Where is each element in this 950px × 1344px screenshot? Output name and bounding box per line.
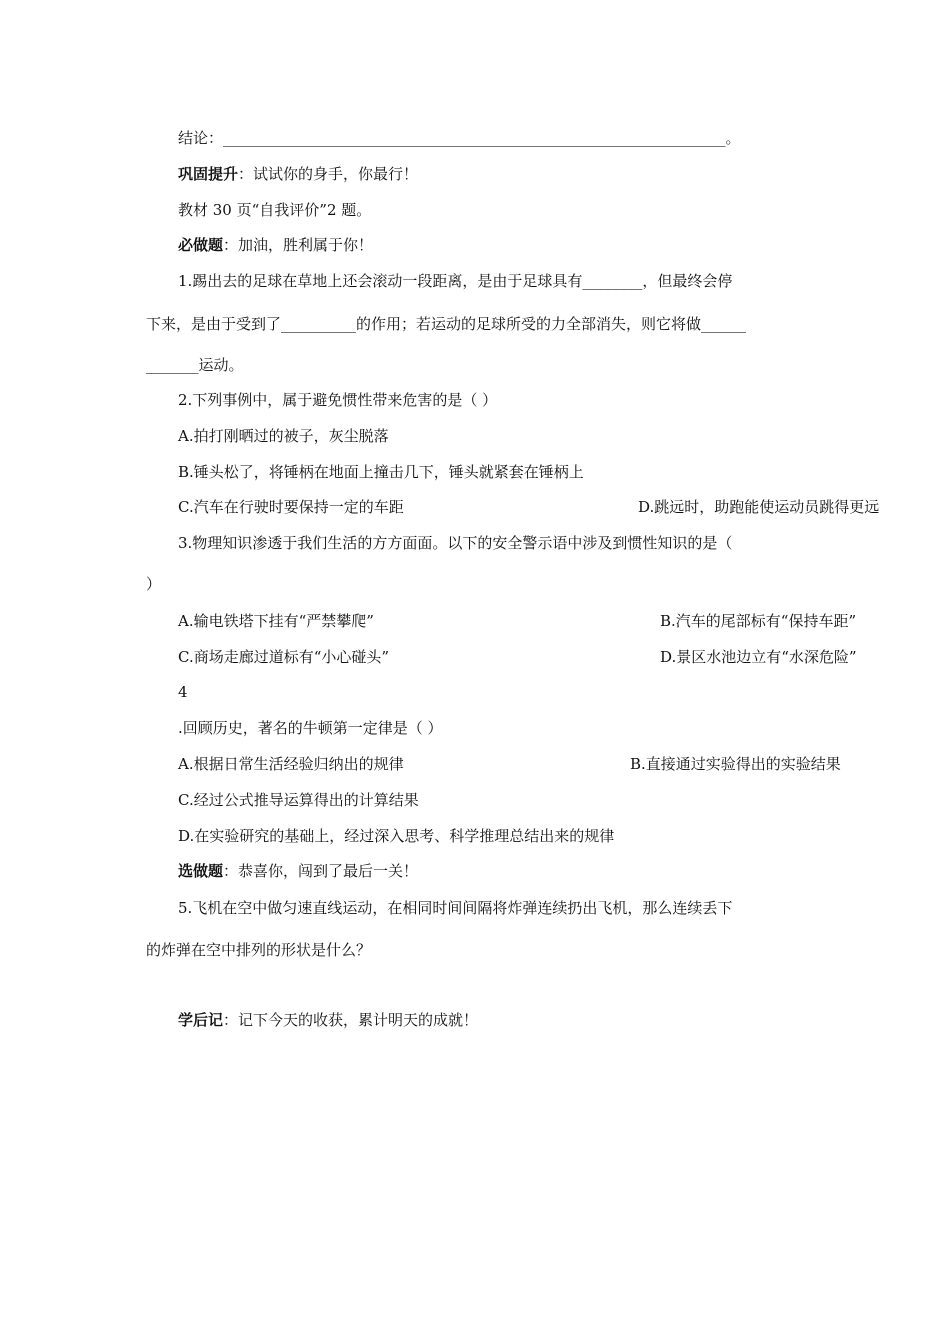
q2-option-b: B.锤头松了，将锤柄在地面上撞击几下，锤头就紧套在锤柄上 [178,463,584,481]
required-text: ：加油，胜利属于你！ [223,236,374,254]
conclusion-blank: ___________________________________________________________________ [223,129,726,147]
q4-number: 4 [178,683,188,701]
q5-line1: 5.飞机在空中做匀速直线运动，在相同时间间隔将炸弹连续扔出飞机，那么连续丢下 [178,899,733,917]
optional-text: ：恭喜你，闯到了最后一关！ [223,862,419,880]
q2-option-a: A.拍打刚晒过的被子，灰尘脱落 [178,427,389,445]
afterword-label: 学后记 [178,1011,224,1029]
q2-option-d: D.跳远时，助跑能使运动员跳得更远 [638,498,880,516]
q4-option-b: B.直接通过实验得出的实验结果 [630,755,841,773]
consolidate-heading [178,164,418,184]
q3-stem-line1: 3.物理知识渗透于我们生活的方方面面。以下的安全警示语中涉及到惯性知识的是（ [178,534,733,552]
afterword-heading [178,1010,478,1030]
optional-label: 选做题 [178,862,224,880]
afterword-text: ：记下今天的收获，累计明天的成就！ [223,1011,479,1029]
q3-options-ab [178,611,857,631]
consolidate-label: 巩固提升 [178,165,239,183]
q2-option-c: C.汽车在行驶时要保持一定的车距 [178,498,404,516]
q4-option-d: D.在实验研究的基础上，经过深入思考、科学推理总结出来的规律 [178,827,615,845]
q3-option-c: C.商场走廊过道标有“小心碰头” [178,648,390,666]
consolidate-text: ：试试你的身手，你最行！ [238,165,419,183]
optional-heading [178,861,418,881]
q1-line2: 下来，是由于受到了__________的作用；若运动的足球所受的力全部消失，则它将做______ [146,315,747,333]
q2-stem: 2.下列事例中，属于避免惯性带来危害的是（ ） [178,391,498,409]
q1-line3: _______运动。 [146,356,244,374]
q3-option-b: B.汽车的尾部标有“保持车距” [660,612,857,630]
q1-line1: 1.踢出去的足球在草地上还会滚动一段距离，是由于足球具有________，但最终会停 [178,272,733,290]
q4-option-c: C.经过公式推导运算得出的计算结果 [178,791,419,809]
q2-options-cd [178,497,880,517]
q4-stem: .回顾历史，著名的牛顿第一定律是（ ） [178,719,443,737]
conclusion-end: 。 [725,129,741,147]
q4-options-ab [178,754,841,774]
q3-options-cd [178,647,857,667]
q3-option-a: A.输电铁塔下挂有“严禁攀爬” [178,612,374,630]
required-heading [178,235,373,255]
q3-option-d: D.景区水池边立有“水深危险” [660,648,857,666]
q4-option-a: A.根据日常生活经验归纳出的规律 [178,755,404,773]
q3-stem-line2: ） [146,575,162,593]
textbook-note: 教材 30 页“自我评价”2 题。 [178,201,372,219]
conclusion-line [178,128,741,148]
required-label: 必做题 [178,236,224,254]
conclusion-label: 结论： [178,129,224,147]
q5-line2: 的炸弹在空中排列的形状是什么？ [146,941,372,959]
